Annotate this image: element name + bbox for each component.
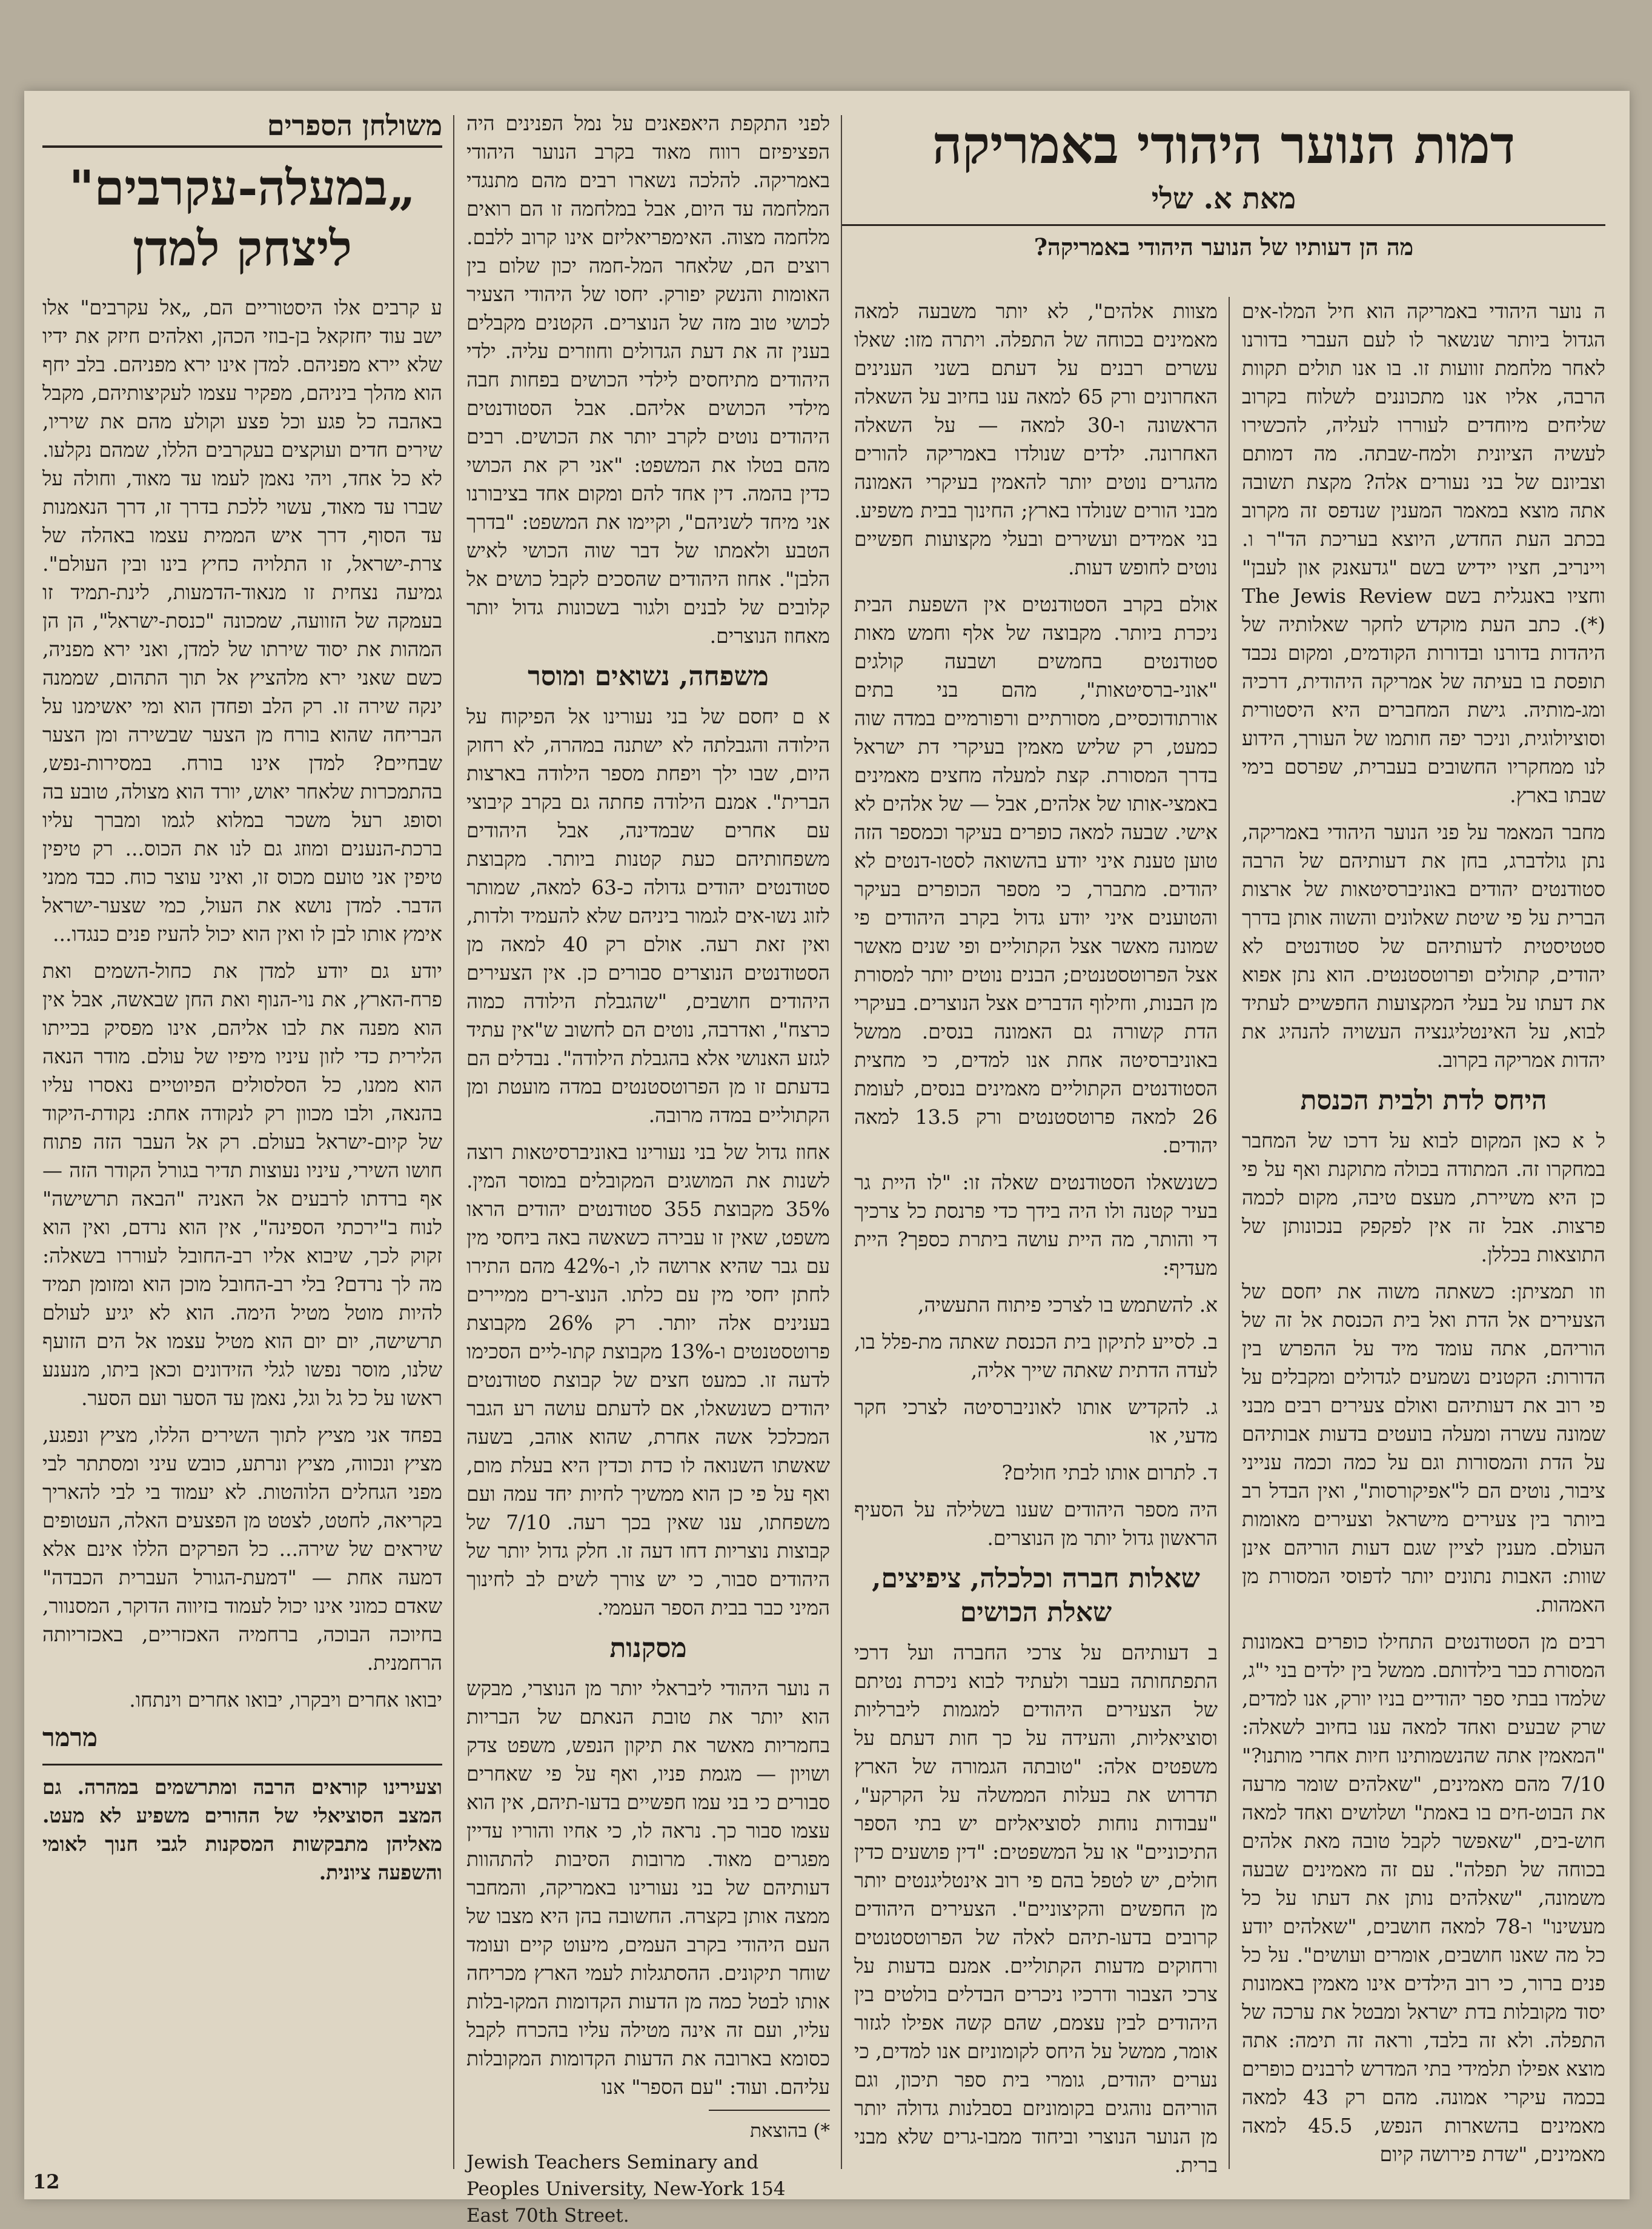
article-question: מה הן דעותיו של הנוער היהודי באמריקה? xyxy=(1033,233,1414,261)
section-heading-family: משפחה, נשואים ומוסר xyxy=(528,661,769,692)
books-column-title: משולחן הספרים xyxy=(42,109,442,148)
article-paragraph: מצוות אלהים", לא יותר משבעה למאה מאמינים בכוחה של התפלה. ויתרה מזו: שאלו עשרים רבנים על דעתם בשני הענינים האחרונים ורק 65 למאה ענו בחיוב על השאלה הראשונה ו-30 למאה — על השאלה האחרונה. ילדים שנולדו באמריקה להורים מהגרים נוטים יותר להאמין בעיקרי האמונה מבני הורים שנולדו בארץ; החינוך בבית משפיע. בני אמידים ועשירים ובעלי מקצועות חפשיים נוטים לחופש דעות. xyxy=(854,299,1218,579)
survey-option: ג. להקדיש אותו לאוניברסיטה לצרכי חקר מדעי, או xyxy=(854,1395,1218,1447)
article-title: דמות הנוער היהודי באמריקה xyxy=(932,115,1516,176)
article-paragraph: לפני התקפת היאפאנים על נמל הפנינים היה הפציפיזם רווח מאוד בקרב הנוער היהודי באמריקה. להלכה נשארו רבים מהם מתנגדי המלחמה עד היום, אבל במלחמה זו הם רואים מלחמה מצוה. האימפריאליזם אינו קרוב ללבם. רוצים הם, שלאחר המל-חמה יכון שלום בין האומות והנשק יפורק. יחסו של היהודי הצעיר לכושי טוב מזה של הנוצרים. הקטנים מקבלים בענין זה את דעת הגדולים וחוזרים עליה. ילדי היהודים מתיחסים לילדי הכושים בפחות חבה מילדי הכושים אליהם. אבל הסטודנטים היהודים נוטים לקרב יותר את הכושים. רבים מהם בטלו את המשפט: "אני רק את הכושי כדין בהמה. דין אחד להם ומקום אחד בציבורנו אני מיחד לשניהם", וקיימו את המשפט: "בדרך הטבע ולאמתו של דבר שוה הכושי לאיש הלבן". אחוז היהודים שהסכים לקבל כושים אל קלובים של לבנים ולגור בשכונות גדול יותר מאחוז הנוצרים. xyxy=(466,111,830,648)
article-paragraph: רבים מן הסטודנטים התחילו כופרים באמונות המסורת כבר בילדותם. ממשל בין ילדים בני י"ג, שלמדו בבתי ספר יהודיים בניו יורק, אנו למדים, שרק שבעים ואחד למאה ענו בחיוב לשאלה: "המאמין אתה שהנשמותינו חיות אחרי מותנו?" 7/10 מהם מאמינים, "שאלהים שומר מרעה את הבוט-חים בו באמת" ושלושים ואחד למאה חוש-בים, "שאפשר לקבל טובה מאת אלהים בכוחה של תפלה". עם זה מאמינים שבעה משמונה, "שאלהים נותן את דעתו על כל מעשינו" ו-78 למאה חושבים, "שאלהים יודע כל מה שאנו חושבים, אומרים ועושים". על כל פנים ברור, כי רוב הילדים אינו מאמין באמונות יסוד מקובלות בדת ישראל ומבטל את ערכה של התפלה. ולא זה בלבד, וראה זה תימה: אתה מוצא אפילו תלמידי בתי המדרש לרבנים כופרים בכמה עיקרי אמונה. מהם רק 43 למאה מאמינים בהשארות הנפש, 45.5 למאה מאמינים, "שדת פירושה קיום xyxy=(1242,1630,1605,2166)
section-heading-conclusions: מסקנות xyxy=(609,1633,687,1664)
review-paragraph: ע קרבים אלו היסטוריים הם, „אל עקרבים" אלו ישב עוד יחזקאל בן-בוזי הכהן, ואלהים חיזק את ידיו שלא יירא מפניהם. למדן אינו ירא מפניהם. בלב יחף הוא מהלך ביניהם, מפקיר עצמו לעקיצותיהם, מקבל באהבה כל פגע וכל פצע וקולע מהם את שיריו, שירים חדים ועוקצים בעקרבים הללו, שמהם נקלעו. לא כל אחד, ויהי נאמן לעמו עד מאוד, וחולה על שברו עד מאוד, עשוי ללכת בדרך זו, דרך הנאמנות עד הסוף, דרך איש הממית עצמו באהלה של צרת-ישראל, זו התלויה כחיץ בינו ובין העולם". גמיעה נצחית זו מנאוד-הדמעות, לינת-תמיד זו בעמקה של הזוועה, שמכונה "כנסת-ישראל", הן הן המהות את יסוד שירתו של למדן, ואני ירא מפניה, כשם שאני ירא מלהציץ אל תוך התהום, שממנה ינקה שירה זו. רק הלב ופחדן הוא ומי יאשימנו על הבריחה שהוא בורח מן הצער שבשירה ומן הצער שבחיים? למדן אינו בורח. במסירות-נפש, בהתמכרות שלאחר יאוש, יורד הוא מצולה, טובע בה וסופג רעל משכר במלוא לגמו ומברך עליו ברכת-הנענים ומוזג גם לנו את הכוס... רק טיפין טיפין אני טועם מכוס זו, ואיני עוצר כוח. כבד ממני הדבר. למדן נושא את העול, כמי שצער-ישראל אימץ אותו לבן לו ואין הוא יכול להעיז פנים כנגדו... xyxy=(42,296,442,946)
book-review-title: „במעלה-עקרבים" ליצחק למדן xyxy=(68,159,416,277)
survey-option: ב. לסייע לתיקון בית הכנסת שאתה מת-פלל בו, לעדה הדתית שאתה שייך אליה, xyxy=(854,1330,1218,1382)
article-paragraph: מחבר המאמר על פני הנוער היהודי באמריקה, נתן גולדברג, בחן את דעותיהם של הרבה סטודנטים יהודים באוניברסיטאות של ארצות הברית על פי שיטת שאלונים והשוה אותן בדרך סטטיסטית לדעותיהם של סטודנטים לא יהודים, קתולים ופרוטסטנטים. הוא נתן אפוא את דעתו על בעלי המקצועות החפשיים לעתיד לבוא, על האינטליגנציה העשויה להנהיג את יהדות אמריקה בקרוב. xyxy=(1242,820,1605,1072)
article-paragraph: אולם בקרב הסטודנטים אין השפעת הבית ניכרת ביותר. מקבוצה של אלף וחמש מאות סטודנטים בחמשים ושבעה קולגים "אוני-ברסיטאות", מהם בני בתים אורתודוכסיים, מסורתיים ורפורמיים במדה שוה כמעט, רק שליש מאמין בעיקרי דת ישראל בדרך המסורת. קצת למעלה מחצים מאמינים באמצי-אותו של אלהים, אבל — של אלהים לא אישי. שבעה למאה כופרים בעיקר וכמספר הזה טוען טענת איני יודע בהשואה לסטו-דנטים לא יהודים. מתברר, כי מספר הכופרים בעיקר והטוענים איני יודע גדול בקרב היהודים פי שמונה מאשר אצל הקתוליים ופי שנים מאשר אצל הפרוטסטנטים; הבנים נוטים יותר למסורת מן הבנות, וחילוף הדברים אצל הנוצרים. בעיקרי הדת קשורה גם האמונה בנסים. ממשל באוניברסיטה אחת אנו למדים, כי מחצית הסטודנטים הקתוליים מאמינים בנסים, לעומת 26 למאה פרוטסטנטים ורק 13.5 למאה יהודים. xyxy=(854,593,1218,1157)
article-header xyxy=(842,109,1605,272)
article-paragraph: כשנשאלו הסטודנטים שאלה זו: "לו היית גר בעיר קטנה ולו היה בידך כדי פרנסת כל צרכיך די והותר, מה היית עושה ביתרת כספך? היית מעדיף: xyxy=(854,1171,1218,1280)
article-byline: מאת א. שלי xyxy=(1151,182,1296,216)
article-column-3 xyxy=(466,109,831,2227)
column-divider xyxy=(841,115,842,2169)
article-column-1-body xyxy=(1242,297,1605,2175)
column-divider xyxy=(1229,297,1230,2169)
article-paragraph: א ם יחסם של בני נעורינו אל הפיקוח על הילודה והגבלתה לא ישתנה במהרה, לא רחוק היום, שבו ילך ויפחת מספר הילודה בארצות הברית". אמנם הילודה פחתה גם בקרב קיבוצי עם אחרים שבמדינה, אבל היהודים משפחותיהם כעת קטנות ביותר. מקבוצת סטודנטים יהודים גדולה כ-63 למאה, שמותר לזוג נשו-אים לגמור ביניהם שלא להעמיד ולדות, ואין זאת רעה. אולם רק 40 למאה מן הסטודנטים הנוצרים סבורים כן. אין הצעירים היהודים חושבים, "שהגבלת הילודה כמוה כרצח", ואדרבה, נוטים הם לחשוב ש"אין עתיד לגזע האנושי אלא בהגבלת הילודה". נבדלים הם בדעתם זו מן הפרוטסטנטים במדה מועטת ומן הקתוליים במדה מרובה. xyxy=(466,705,831,1127)
page-number: 12 xyxy=(33,2170,60,2193)
section-heading-synagogue: היחס לדת ולבית הכנסת xyxy=(1300,1085,1547,1116)
article-paragraph: ב דעותיהם על צרכי החברה ועל דרכי התפתחותה בעבר ולעתיד לבוא ניכרת נטיתם של הצעירים היהודים למגמות ליברליות וסוציאליות, והעידה על כך חות דעתם על משפטים אלה: "טובתה הגמורה של הארץ תדרוש את בעלות הממשלה על הקרקע", "עבודות נוחות לסוציאליזם יש בתי הספר התיכוניים" או על המשפטים: "דין פושעים כדין חולים, יש לטפל בהם פי רוב אינטליגנטים יותר מן החפשים והקיצוניים". הצעירים היהודים קרובים בדעו-תיהם לאלה של הפרוטסטנטים ורחוקים מדעות הקתוליים. אמנם בדעות על צרכי הצבור ודרכיו ניכרים הבדלים בולטים בין היהודים לבין עצמם, שהם קשה אפילו לגזור אומר, ממשל על היחס לקומוניזם אנו למדים, כי נערים יהודים, גומרי בית ספר תיכון, וגם הוריהם נוהגים בקומוניזם בסבלנות גדולה יותר מן הנוער הנוצרי וביחוד ממבו-גרים שלא מבני ברית. xyxy=(854,1641,1218,2177)
review-paragraph: יודע גם יודע למדן את כחול-השמים ואת פרח-הארץ, את נוי-הנוף ואת החן שבאשה, אבל אין הוא מפנה את לבו אליהם, אינו מפסיק בכייתו הלירית כדי לזון עיניו מיפיו של עולם. מודר הנאה הוא ממנו, כל הסלסולים הפיוטיים נאסרו עליו בהנאה, ולבו מכוון רק לנקודה אחת: נקודת-היקוד של קיום-ישראל בעולם. רק אל העבר הזה פתוח חושו השירי, עיניו נעוצות תדיר בגורל הקודר הזה — אף ברדתו לרבעים אל האניה "הבאה תרשישה" לנוח ב"ירכתי הספינה", אין הוא נרדם, ואין הוא זקוק לכך, שיבוא אליו רב-החובל לעוררו בשאלה: מה לך נרדם? בלי רב-החובל מוכן הוא ומזומן תמיד להיות מוטל מטיל הימה. הוא לא יגיע לעולם תרשישה, יום יום הוא מטיל עצמו אל הים הזועף שלנו, מוסר נפשו לגלי הזידונים וכאן ביתו, מנענע ראשו על כל גל וגל, נאמן עד הסער ועם הסער. xyxy=(42,959,442,1410)
review-paragraph: יבואו אחרים ויבקרו, יבואו אחרים וינתחו. xyxy=(129,1688,442,1712)
article-paragraph: ה נוער היהודי באמריקה הוא חיל המלו-אים הגדול ביותר שנשאר לו לעם העברי בדורנו לאחר מלחמת זוועות זו. בו אנו תולים תקוות הרבה, אליו אנו מתכוננים לשלוח בקרוב שליחים מיוחדים לעוררו לעליה, להכשירו לעשיה הציונית ולמח-שבתה. מה דמותם וצביונם של בני נעורים אלה? מקצת תשובה אתה מוצא במאמר המענין שנדפס זה מקרוב בכתב העת החדש, היוצא בעריכת הד"ר ו. ויינריב, חציו יידיש בשם "גדעאנק און לעבן" וחציו באנגלית בשם The Jewis Review (*). כתב העת מוקדש לחקר שאלותיה של היהדות בדורנו ובדורות הקודמים, ומקום נכבד תופסת בו בעיתה של אמריקה היהודית, דרכיה ומג-מותיה. גישת המחברים היא היסטורית וסוציולוגית, וניכר יפה חותמו של העורך, הידוע לנו ממחקריו החשובים בעברית, שפרסם בימי שבתו בארץ. xyxy=(1242,299,1605,807)
survey-option: א. להשתמש בו לצרכי פיתוח התעשיה, xyxy=(918,1293,1218,1317)
review-paragraph: בפחד אני מציץ לתוך השירים הללו, מציץ ונפגע, מציץ ונכווה, מציץ ונרתע, כובש עיני ומסתתר לבי מפני הגחלים הלוהטות. לא יעמוד בי לבי להאריך בקריאה, לחטט, לצטט מן הפצעים האלה, העטופים שיראים של שירה... כל הפרקים הללו אינם אלא דמעה אחת — "דמעת-הגורל העברית הכבדה" שאדם כמוני אינו יכול לעמוד בזיווה הדוקר, המסנוור, בחיוכה הבוכה, ברחמיה האכזריים, באכזריותה הרחמנית. xyxy=(42,1423,442,1675)
newspaper-page xyxy=(24,91,1630,2227)
column-divider xyxy=(453,115,454,2169)
article-paragraph: אחוז גדול של בני נעורינו באוניברסיטאות רוצה לשנות את המושגים המקובלים במוסר המין. 35% מקבוצת 355 סטודנטים יהודים הראו משפט, שאין זו עבירה כשאשה באה ביחסי מין עם גבר שהיא ארושה לו, ו-42% מהם התירו לחתן יחסי מין עם כלתו. הנוצ-רים ממיירים בענינים אלה יותר. רק 26% מקבוצת פרוטסטנטים ו-13% מקבוצת קתו-ליים הסכימו לדעה זו. כמעט חצים של קבוצת סטודנטים יהודים כשנשאלו, אם לדעתם עושה רע הגבר המכלכל אשה אחרת, שהוא אוהב, בשעה שאשתו השנואה לו כדת וכדין היא בעלת מום, ואף על פי כן הוא ממשיך לחיות יחד עמה ועם משפחתו, ענו שאין בכך רעה. 7/10 של קבוצות נוצריות דחו דעה זו. חלק גדול יותר של היהודים סבור, כי יש צורך לשים לב לחינוך המיני כבר בבית הספר העממי. xyxy=(466,1140,831,1619)
header-rule xyxy=(842,224,1605,226)
article-paragraph: היה מספר היהודים שענו בשלילה על הסעיף הראשון גדול יותר מן הנוצרים. xyxy=(854,1498,1218,1550)
review-signature: מרמר xyxy=(42,1722,98,1752)
publisher-address: Jewish Teachers Seminary and Peoples University, New-York 154 East 70th Street. xyxy=(466,2151,786,2227)
section-heading-society: שאלות חברה וכלכלה, ציפיצים, שאלת הכושים xyxy=(872,1563,1200,1628)
footnote-rule xyxy=(709,2110,830,2111)
note-rule xyxy=(42,1764,442,1766)
survey-option: ד. לתרום אותו לבתי חולים? xyxy=(1001,1461,1218,1484)
article-paragraph: ה נוער היהודי ליבראלי יותר מן הנוצרי, מבקש הוא יותר את טובת הנאתם של הבריות בחמריות מאשר את תיקון הנפש, משפט צדק ושויון — מגמת פניו, ואף על פי שאחרים סבורים כי בני עמו חפשיים בדעו-תיהם, אין הוא עצמו סבור כך. נראה לו, כי אחיו והוריו עדיין מפגרים מאוד. מרובות הסיבות להתהוות דעותיהם של בני נעורינו באמריקה, והמחבר ממצה אותן בקצרה. החשובה בהן היא מצבו של העם היהודי בקרב העמים, מיעוט קיים ועומד שוחר תיקונים. ההסתגלות לעמי הארץ מכריחה אותו לבטל כמה מן הדעות הקדומות המקו-בלות עליו, ועם זה אינה מטילה עליו בהכרח לקבל כסומא בארובה את הדעות הקדומות המקובלות עליהם. ועוד: "עם הספר" אנו xyxy=(466,1676,830,2099)
books-column xyxy=(42,109,442,2169)
article-paragraph: ל א כאן המקום לבוא על דרכו של המחבר במחקרו זה. המתודה בכולה מתוקנת ואף על פי כן היא משיירת, מעצם טיבה, מקום לכמה פרצות. אבל זה אין לפקפק בנכונותן של התוצאות בכללן. xyxy=(1242,1129,1605,1266)
article-continuation-note: וצעירינו קוראים הרבה ומתרשמים במהרה. גם המצב הסוציאלי של ההורים משפיע לא מעט. מאליהן מתבקשות המסקנות לגבי חנוך לאומי והשפעה ציונית. xyxy=(42,1775,442,1884)
footnote-mark: *) בהוצאת xyxy=(750,2120,830,2142)
article-column-2 xyxy=(854,297,1218,2175)
article-paragraph: וזו תמציתן: כשאתה משוה את יחסם של הצעירים אל הדת ואל בית הכנסת אל זה של הוריהם, אתה עומד מיד על ההפרש בין הדורות: הקטנים נשמעים לגדולים ומקבלים על פי רוב את דעותיהם ואולם צעירים רבים מבני שמונה עשרה ומעלה בועטים בדעות אבותיהם על הדת והמסורות וגם על כמה וכמה ענייני ציבור, נוטים הם ל"אפיקורסות", ואין הבדל רב ביותר בין צעירים מישראל וצעירים מאומות העולם. מענין לציין שגם דעות הוריהם אינן שוות: האבות נתונים יותר לדפוסי המסורת מן האמהות. xyxy=(1242,1280,1605,1616)
